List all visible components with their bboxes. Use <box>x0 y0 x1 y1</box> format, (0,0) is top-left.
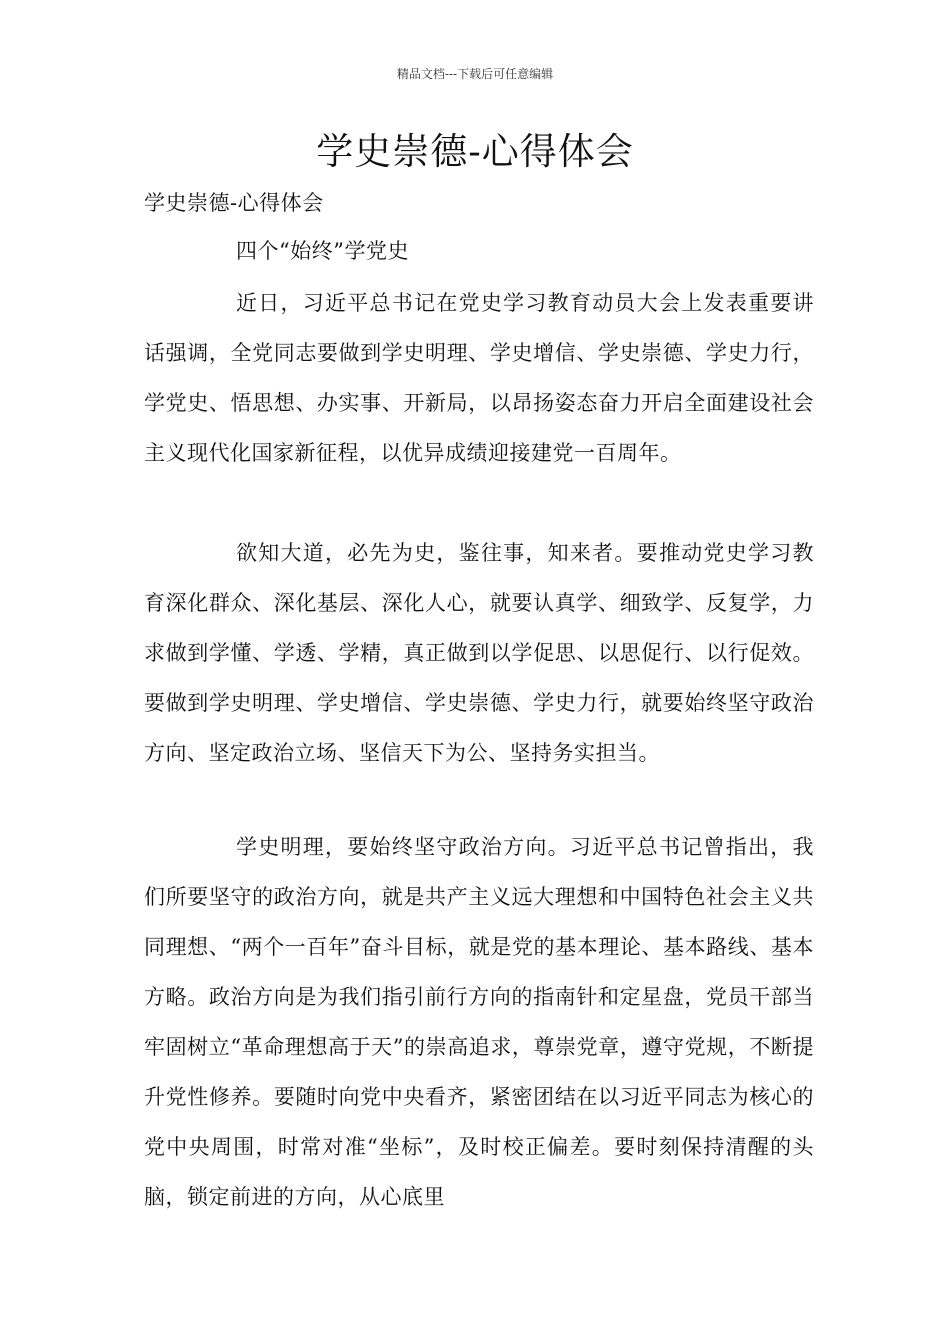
paragraph-2: 欲知大道，必先为史，鉴往事，知来者。要推动党史学习教育深化群众、深化基层、深化人心，就要认真学、细致学、反复学，力求做到学懂、学透、学精，真正做到以学促思、以思促行、以行促效。要做到学史明理、学史增信、学史崇德、学史力行，就要始终坚守政治方向、坚定政治立场、坚信天下为公、坚持务实担当。 <box>144 541 814 765</box>
section-heading: 四个“始终”学党史 <box>236 239 409 263</box>
paragraph-1: 近日，习近平总书记在党史学习教育动员大会上发表重要讲话强调，全党同志要做到学史明理、学史增信、学史崇德、学史力行，学党史、悟思想、办实事、开新局，以昂扬姿态奋力开启全面建设社会主义现代化国家新征程，以优异成绩迎接建党一百周年。 <box>144 291 814 465</box>
document-subtitle: 学史崇德-心得体会 <box>144 191 324 215</box>
paragraph-3: 学史明理，要始终坚守政治方向。习近平总书记曾指出，我们所要坚守的政治方向，就是共产主义远大理想和中国特色社会主义共同理想、“两个一百年”奋斗目标，就是党的基本理论、基本路线、基本方略。政治方向是为我们指引前行方向的指南针和定星盘，党员干部当牢固树立“革命理想高于天”的崇高追求，尊崇党章，遵守党规，不断提升党性修养。要随时向党中央看齐，紧密团结在以习近平同志为核心的党中央周围，时常对准“坐标”，及时校正偏差。要时刻保持清醒的头脑，锁定前进的方向，从心底里 <box>144 835 814 1209</box>
document-title: 学史崇德-心得体会 <box>316 130 634 173</box>
header-note: 精品文档---下载后可任意编辑 <box>396 67 554 81</box>
